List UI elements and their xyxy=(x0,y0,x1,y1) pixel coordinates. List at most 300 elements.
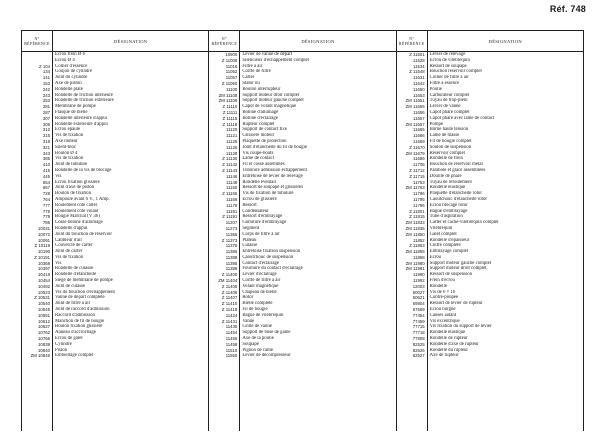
part-reference: 82527 xyxy=(412,353,425,359)
part-designation: Anneau d'accrochage xyxy=(55,330,96,336)
part-reference: Z 11715 xyxy=(409,173,425,179)
part-designation: Vanne de départ complète xyxy=(55,295,105,301)
part-designation: Rotor xyxy=(242,295,254,301)
part-reference: 11653 xyxy=(413,92,425,98)
part-reference: Z 11431 xyxy=(221,318,238,324)
part-designation: Joint de tubulure xyxy=(55,162,88,168)
table-rows xyxy=(22,52,208,431)
part-designation: Rondelle d'épaisseur xyxy=(429,237,470,243)
part-reference: 11454 xyxy=(225,330,238,336)
part-reference: 778 xyxy=(42,208,50,214)
part-reference: 10762 xyxy=(38,330,50,336)
part-reference: 10839 xyxy=(38,341,50,347)
part-designation: Plaquette d'étanchéité rotor xyxy=(429,191,482,197)
table-column-2 xyxy=(208,31,395,431)
part-designation: Ecrou épaulé xyxy=(55,127,81,133)
part-reference: 11510 xyxy=(225,347,238,353)
part-reference: 11176 xyxy=(226,202,238,208)
part-reference: 307 xyxy=(42,115,50,121)
part-designation: Tube d'aspiration xyxy=(429,214,463,220)
part-reference: 50027 xyxy=(412,289,425,295)
part-reference: 59804 xyxy=(412,301,425,307)
header-no: N° xyxy=(34,35,40,41)
part-designation: Ressort de suspension xyxy=(429,272,473,278)
part-reference: Z 11406 xyxy=(221,289,238,295)
part-reference: 10766 xyxy=(38,336,50,342)
part-designation: Axe de rupteur xyxy=(429,353,459,359)
part-reference: Z 11191 xyxy=(222,214,238,220)
part-reference: 10523 xyxy=(38,289,50,295)
part-designation: Corps de filtre à air xyxy=(242,231,280,237)
part-designation: Tubulure admission échappement xyxy=(242,167,307,173)
part-reference: 287 xyxy=(42,109,50,115)
part-designation: Vis de 6 × 16 xyxy=(429,289,456,295)
part-designation: Levier d'éclairage xyxy=(242,272,277,278)
part-designation: Causes aidant xyxy=(429,312,457,318)
part-designation: Ecrou de galet xyxy=(55,336,83,342)
part-designation: Ecrou Ø 4 xyxy=(55,57,75,63)
part-designation: Soulon de suspension xyxy=(429,144,472,150)
part-designation: Joint de culasse xyxy=(55,283,86,289)
header-no: N° xyxy=(221,35,227,41)
part-reference: Z 11548 xyxy=(409,69,425,75)
part-reference: 11148 xyxy=(226,179,238,185)
part-reference: 281 xyxy=(42,104,50,110)
part-designation: Joint du cylindre xyxy=(55,75,88,81)
part-reference: ZM 11657 xyxy=(405,121,425,127)
header-designation: DÉSIGNATION xyxy=(114,38,148,44)
part-reference: 10551 xyxy=(38,312,50,318)
part-reference: 410 xyxy=(42,162,50,168)
part-designation: Rondelle de la vis de blocage xyxy=(55,167,112,173)
part-reference: 777 xyxy=(42,202,50,208)
header-designation: DÉSIGNATION xyxy=(301,38,335,44)
part-reference: 243 xyxy=(42,92,50,98)
part-designation: Membrane de pompe xyxy=(55,104,96,110)
part-designation: Rondelle de friction extérieure xyxy=(55,98,114,104)
part-designation: Ampoule avant 6 V., 1 Amp. xyxy=(55,196,110,202)
part-designation: Ecrou xyxy=(429,254,442,260)
part-designation: Ecrou fixation glissière xyxy=(55,179,100,185)
part-reference: 10190 xyxy=(38,249,50,255)
part-reference: ZM 11980 xyxy=(405,260,425,266)
part-designation: Boulon fixation glissière xyxy=(55,324,103,330)
part-reference: 308 xyxy=(42,121,50,127)
header-ref: RÉFÉRENCE xyxy=(211,41,238,46)
part-designation: Levier de relevage xyxy=(429,52,466,57)
part-reference: 11435 xyxy=(225,324,238,330)
part-reference: 11705 xyxy=(413,162,425,168)
part-reference: ZM 11108 xyxy=(218,92,238,98)
part-reference: 11126 xyxy=(226,144,238,150)
part-designation: Garniture d'embrayage xyxy=(242,220,287,226)
part-designation: Rondelle de culasse xyxy=(55,266,94,272)
part-reference: 764 xyxy=(42,196,50,202)
part-designation: Soupape xyxy=(242,341,259,347)
part-designation: Réservoir complet xyxy=(429,150,465,156)
part-designation: Chapeau de bielle xyxy=(242,289,277,295)
part-reference: Z 11501 xyxy=(409,52,425,57)
part-reference: Z 11373 xyxy=(221,237,238,243)
part-reference: Z 10119 xyxy=(34,243,50,249)
part-designation: Collier de filtre à air xyxy=(429,75,469,81)
part-reference: 11753 xyxy=(413,179,425,185)
part-reference: 153 xyxy=(42,80,50,86)
part-reference: ZM 11655 xyxy=(405,104,425,110)
part-reference: Z 11118 xyxy=(222,121,238,127)
part-designation: Flasque de bielle xyxy=(55,109,88,115)
part-reference: 785 xyxy=(42,220,50,226)
part-designation: Carter et cache-vilebrequin complet xyxy=(429,220,499,226)
part-designation: Poulie xyxy=(429,86,442,92)
part-reference: 82526 xyxy=(412,347,425,353)
header-reference xyxy=(397,31,428,51)
part-reference: 779 xyxy=(42,214,50,220)
part-reference: ZM 11835 xyxy=(405,225,425,231)
part-reference: 11992 xyxy=(413,278,425,284)
part-reference: Z 11143 xyxy=(222,167,238,173)
part-designation: Culasse xyxy=(242,243,258,249)
part-designation: Bouchon réservoir complet xyxy=(429,69,482,75)
part-designation: Joint de carter xyxy=(55,249,83,255)
part-reference: 11121 xyxy=(226,133,238,139)
header-no: N° xyxy=(409,35,415,41)
part-designation: Support moteur gauche complet xyxy=(429,260,492,266)
part-reference: 10368 xyxy=(38,260,50,266)
part-reference: 10397 xyxy=(38,266,50,272)
part-designation: Vis de fixation de tubulure xyxy=(242,191,294,197)
part-reference: 77718 xyxy=(412,330,425,336)
table-row xyxy=(397,353,583,359)
parts-table xyxy=(21,30,584,431)
part-reference: 11868 xyxy=(413,254,425,260)
part-designation: Rondelle du rupteur xyxy=(429,347,469,353)
part-reference: 10031 xyxy=(38,225,50,231)
header-ref: RÉFÉRENCE xyxy=(398,41,425,46)
part-designation: Siège de membrane de pompe xyxy=(55,278,113,284)
part-designation: Levier de décompresseur xyxy=(242,353,291,359)
part-designation: Fil de bougie xyxy=(242,307,268,313)
part-designation: Fournure du contact d'éclairage xyxy=(242,266,303,272)
part-designation: Embrayage complet xyxy=(429,249,469,255)
part-designation: Rondelle d'étanchéité xyxy=(55,272,97,278)
part-reference: 11273 xyxy=(225,225,238,231)
part-designation: Tuyau de refoulement xyxy=(429,179,472,185)
part-reference: 11100 xyxy=(226,86,238,92)
part-reference: Z 10531 xyxy=(34,295,50,301)
part-designation: Vis coupe-bouts xyxy=(242,150,274,156)
part-reference: 11795 xyxy=(413,196,425,202)
part-designation: Piston xyxy=(55,347,67,353)
part-reference: Z 11407 xyxy=(221,295,238,301)
part-reference: 11398 xyxy=(225,266,238,272)
part-reference: Z 11111 xyxy=(222,109,238,115)
part-designation: Joint du bouchon de réservoir xyxy=(55,231,113,237)
part-designation: Vanne xyxy=(242,318,255,324)
part-reference: Z 11110 xyxy=(222,104,238,110)
part-designation: Rondelle plate xyxy=(55,86,83,92)
part-reference: 77715 xyxy=(412,324,425,330)
part-reference: 667 xyxy=(42,185,50,191)
part-designation: Segment xyxy=(242,225,260,231)
part-designation: Pignon de came xyxy=(242,347,273,353)
part-reference: Z 11815 xyxy=(409,214,425,220)
part-designation: Manchon de fil de bougie xyxy=(55,318,105,324)
part-designation: Cosse bobine d'allumage xyxy=(55,220,103,226)
part-reference: ZM 11855 xyxy=(405,249,425,255)
part-designation: Ecrou blocage rotor xyxy=(429,202,468,208)
part-designation: Ecrou de glissière xyxy=(242,196,277,202)
part-designation: Caoutchouc de suspension xyxy=(242,254,294,260)
part-designation: Rondelle de frein xyxy=(429,156,463,162)
part-reference: 141 xyxy=(42,75,50,81)
part-reference: 10454 xyxy=(38,278,50,284)
part-designation: Galet complet xyxy=(429,231,457,237)
table-rows xyxy=(209,52,395,431)
part-designation: Axe de piston xyxy=(55,80,82,86)
part-reference: 11669 xyxy=(413,138,425,144)
part-designation: Support moteur droit complet xyxy=(242,92,300,98)
part-designation: Rondelle extérieure d'appui xyxy=(55,121,108,127)
part-reference: 67569 xyxy=(412,307,425,313)
part-designation: Vilebrequin xyxy=(429,225,453,231)
part-reference: Z 11670 xyxy=(409,144,425,150)
part-designation: Rondelle de friction intérieure xyxy=(55,92,113,98)
part-designation: Lame de contact xyxy=(242,156,275,162)
part-reference: 11150 xyxy=(226,185,238,191)
page-reference: Réf. 748 xyxy=(549,4,586,14)
part-reference: 11686 xyxy=(413,156,425,162)
part-designation: Collier d'essence xyxy=(55,63,88,69)
part-reference: 415 xyxy=(42,167,50,173)
part-designation: Support de contact fixe xyxy=(242,127,287,133)
part-reference: Z 11060 xyxy=(221,80,238,86)
part-designation: Axe moteur xyxy=(55,138,78,144)
part-designation: Carter xyxy=(242,75,255,81)
part-designation: Coiffe de filtre xyxy=(242,69,271,75)
table-column-1 xyxy=(21,31,208,431)
part-designation: Ressort d'embrayage xyxy=(242,214,283,220)
part-reference: ZM 11109 xyxy=(218,98,238,104)
part-reference: 11386 xyxy=(225,249,238,255)
part-reference: Z 11853 xyxy=(409,243,425,249)
part-designation: Coiffe complète xyxy=(429,243,461,249)
part-designation: Ecrou frein Ø 6 xyxy=(55,52,85,57)
part-designation: Rondelle d'appui xyxy=(55,225,88,231)
part-designation: Capot phare complet xyxy=(429,109,470,115)
part-designation: Rondelle xyxy=(429,283,447,289)
part-reference: ZM 11651 xyxy=(405,98,425,104)
part-designation: Couvercle de carter xyxy=(55,243,93,249)
part-designation: Contre-poupée xyxy=(429,295,459,301)
part-reference: 11666 xyxy=(413,133,425,139)
part-reference: 11458 xyxy=(225,341,238,347)
part-designation: Filtre à air xyxy=(242,63,263,69)
part-reference: 82525 xyxy=(412,341,425,347)
part-designation: Entretoise fixation suspension xyxy=(242,249,301,255)
part-designation: Rondelle d'axe de rupteur xyxy=(429,341,479,347)
part-reference: 77454 xyxy=(412,312,425,318)
table-row xyxy=(209,353,395,359)
part-reference: ZM 10846 xyxy=(30,353,50,359)
part-reference: 11207 xyxy=(225,220,238,226)
part-reference: 11990 xyxy=(413,272,425,278)
part-designation: Bague d'embrayage xyxy=(429,208,468,214)
part-reference: 134 xyxy=(42,69,50,75)
part-reference: 11166 xyxy=(226,196,238,202)
part-reference: 11852 xyxy=(413,237,425,243)
part-reference: Z 11405 xyxy=(221,283,238,289)
part-reference: 385 xyxy=(42,156,50,162)
part-reference: Z 11418 xyxy=(221,307,238,313)
part-designation: Support de buse de gaine xyxy=(242,330,291,336)
part-reference: 10840 xyxy=(38,347,50,353)
part-designation: Cylindre xyxy=(55,341,72,347)
table-row xyxy=(22,353,208,359)
part-designation: Contact d'éclairage xyxy=(242,260,280,266)
part-designation: Fil et cosse assemblés xyxy=(242,162,285,168)
part-designation: Levier de vanne xyxy=(429,104,461,110)
part-designation: Plateau xyxy=(242,237,257,243)
part-designation: Caoutchouc d'étanchéité rotor xyxy=(429,196,487,202)
part-designation: Joint d'étanchéité du fil de bougie xyxy=(242,144,307,150)
part-reference: Z 104 xyxy=(39,63,50,69)
part-reference: 654 xyxy=(42,179,50,185)
part-reference: 312 xyxy=(42,127,50,133)
part-designation: Bobine d'allumage xyxy=(242,109,279,115)
part-designation: Vis excentrique xyxy=(429,318,460,324)
part-reference: Z 10191 xyxy=(34,254,50,260)
part-reference: 253 xyxy=(42,98,50,104)
part-designation: Coiffe de filtre à air xyxy=(242,278,281,284)
part-reference: 11191 xyxy=(226,208,238,214)
part-designation: Douille de phare xyxy=(429,173,462,179)
part-reference: Z 11142 xyxy=(222,162,238,168)
part-reference: 242 xyxy=(42,86,50,92)
part-reference: 10540 xyxy=(38,301,50,307)
part-designation: Embiellage complet xyxy=(55,353,94,359)
part-reference: 11796 xyxy=(413,202,425,208)
part-designation: Ecrou borgne xyxy=(429,307,456,313)
part-reference: ZM 11404 xyxy=(218,278,238,284)
part-reference: 10612 xyxy=(38,318,50,324)
part-reference: 10418 xyxy=(38,272,50,278)
part-designation: Rupteur complet xyxy=(242,121,275,127)
part-designation: Tuyau de trop-plein xyxy=(429,98,468,104)
part-designation: Cabbleur d'air xyxy=(55,237,83,243)
part-designation: Ecrou de vilebrequin xyxy=(429,57,470,63)
part-reference: 77459 xyxy=(412,318,425,324)
part-designation: Fil de bougie complet xyxy=(429,138,472,144)
part-reference: 10627 xyxy=(38,324,50,330)
part-reference: 11057 xyxy=(225,75,238,81)
part-reference: 11657 xyxy=(413,115,425,121)
part-designation: Entretoise de levier de relevage xyxy=(242,173,303,179)
part-designation: Glissière moteur xyxy=(242,133,275,139)
part-designation: Borne haute tension xyxy=(429,127,469,133)
part-designation: Bielle complète xyxy=(242,301,273,307)
part-designation: Vis fixation du support de levier xyxy=(429,324,492,330)
part-reference: 321 xyxy=(42,144,50,150)
part-designation: Capot de volant magnétique xyxy=(242,104,297,110)
part-designation: Vis xyxy=(55,260,62,266)
part-reference: 10545 xyxy=(38,307,50,313)
part-designation: Roulement côté carter xyxy=(55,202,98,208)
part-designation: Vis de fixation xyxy=(55,254,84,260)
part-reference: 11456 xyxy=(225,336,238,342)
part-reference: 11018 xyxy=(225,63,238,69)
part-designation: Silencieux d'échappement complet xyxy=(242,57,309,63)
part-designation: Boulon de fixation xyxy=(55,191,91,197)
part-reference: ZM 11833 xyxy=(405,220,425,226)
part-reference: ZM 11850 xyxy=(405,231,425,237)
part-designation: Vis du bouchon d'échappement xyxy=(55,289,115,295)
part-designation: Ressort de soupape et glissières xyxy=(242,185,304,191)
part-reference: 11128 xyxy=(226,150,238,156)
column-header xyxy=(22,31,208,52)
part-designation: Plaquette de protection xyxy=(242,138,287,144)
part-designation: Pompe xyxy=(429,121,443,127)
part-reference: 315 xyxy=(42,133,50,139)
part-reference: 11146 xyxy=(226,173,238,179)
part-designation: Bague de vilebrequin xyxy=(242,312,284,318)
part-designation: Bobine d'éclairage xyxy=(242,115,278,121)
part-designation: Grille de vanne xyxy=(242,324,272,330)
part-reference: 11388 xyxy=(225,254,238,260)
part-designation: Bougie Marchal (V 36) xyxy=(55,214,100,220)
part-reference: ZM 11981 xyxy=(405,266,425,272)
part-reference: 11786 xyxy=(413,191,425,197)
part-reference: 10091 xyxy=(38,237,50,243)
part-reference: 318 xyxy=(42,138,50,144)
part-reference: Z 11006 xyxy=(221,57,238,63)
part-reference: 445 xyxy=(42,173,50,179)
part-reference: Z 11130 xyxy=(222,156,238,162)
part-reference: 77808 xyxy=(412,336,425,342)
part-designation: Rondelle intérieure d'appui xyxy=(55,115,108,121)
header-designation: DÉSIGNATION xyxy=(488,38,522,44)
part-designation: Frein d'écrou xyxy=(429,278,455,284)
part-reference: Z 11400 xyxy=(221,272,238,278)
part-designation: Bouton interrupteur xyxy=(242,86,281,92)
part-designation: Filtre à essence xyxy=(429,80,460,86)
header-ref: RÉFÉRENCE xyxy=(24,41,50,46)
part-designation: Stator nu xyxy=(242,80,260,86)
part-reference: 50621 xyxy=(412,295,425,301)
part-reference: 343 xyxy=(42,150,50,156)
part-reference: 11534 xyxy=(413,63,425,69)
table-column-3 xyxy=(396,31,584,431)
table-rows xyxy=(397,52,583,431)
part-reference: 11125 xyxy=(226,138,238,144)
part-reference: 11120 xyxy=(226,127,238,133)
part-designation: Support moteur droit complet xyxy=(429,266,487,272)
part-reference: 12003 xyxy=(412,283,425,289)
part-reference: 11560 xyxy=(225,353,238,359)
part-reference: 10072 xyxy=(38,231,50,237)
part-reference: Z 11155 xyxy=(222,191,238,197)
column-header xyxy=(397,31,583,52)
part-designation: Parabole et glace assemblées xyxy=(429,167,486,173)
part-reference: Z 11712 xyxy=(409,167,425,173)
part-reference: 11631 xyxy=(413,75,425,81)
part-reference: Z 11410 xyxy=(221,301,238,307)
part-designation: Ressort de levier de rupteur xyxy=(429,301,483,307)
part-designation: Axe de la poulie xyxy=(242,336,274,342)
part-designation: Volant magnétique xyxy=(242,283,279,289)
part-designation: Rondelle élastique xyxy=(429,185,466,191)
part-reference: Z 11115 xyxy=(222,115,238,121)
